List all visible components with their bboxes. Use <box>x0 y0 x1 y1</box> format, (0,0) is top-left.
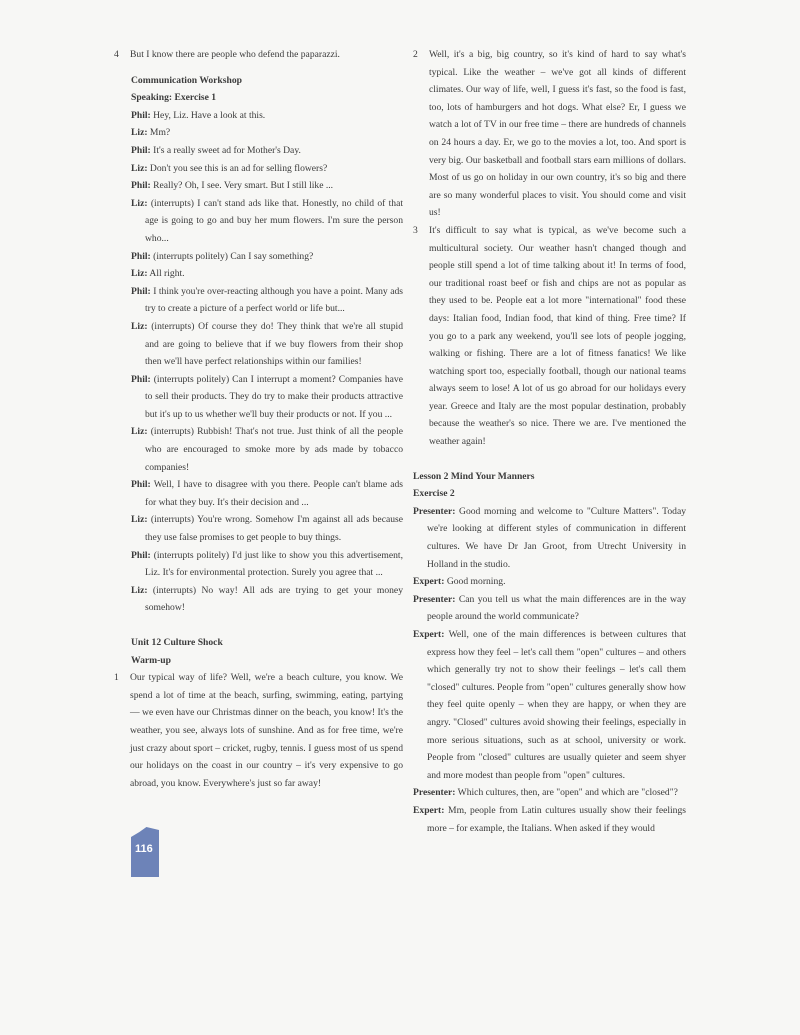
dialogue-line <box>131 283 403 318</box>
intro-item <box>114 46 403 64</box>
dialogue-line <box>131 248 403 266</box>
line-text: Good morning. <box>444 576 506 588</box>
lesson-heading: Lesson 2 Mind Your Manners <box>413 470 535 482</box>
speaker: Phil: <box>131 109 151 121</box>
dialogue-line <box>131 547 403 582</box>
line-text: All right. <box>147 268 185 280</box>
item-text: It's difficult to say what is typical, as we've become such a multicultural society. Our weather hasn't changed though and people still spend a lot of time talking about it! In terms of food, our traditional roast beef or fish and chips are not as popular as they used to be. People eat a lot more "international" food these days: Italian food, Indian food, that kind of thing. Free time? If you go to a park any weekend, you'll see lots of people jogging, walking or fishing. There are a lot of fitness fanatics! We like watching sport too, especially football, though our national teams always seem to lose! A lot of us go abroad for our holidays every year. Greece and Italy are the most popular destination, probably because the weather's so nice. There we are. I've mentioned the weather again! <box>429 224 686 448</box>
dialogue-line <box>413 591 686 626</box>
dialogue-line <box>131 160 403 178</box>
dialogue-line <box>413 784 686 802</box>
right-column <box>413 46 686 837</box>
speaker: Phil: <box>131 479 151 491</box>
dialogue-line <box>413 626 686 784</box>
speaker: Liz: <box>131 514 148 526</box>
speaker: Presenter: <box>413 787 456 799</box>
speaker: Phil: <box>131 250 151 262</box>
numbered-item <box>413 46 686 222</box>
speaker: Liz: <box>131 584 148 596</box>
item-number: 1 <box>114 672 119 684</box>
speaker: Phil: <box>131 549 151 561</box>
speaker: Liz: <box>131 197 148 209</box>
speaker: Phil: <box>131 373 151 385</box>
line-text: (interrupts politely) Can I interrupt a moment? Companies have to sell their products. They do try to make their products attractive but it's up to us whether we'll buy their products or not. If you ... <box>145 373 403 420</box>
speaker: Presenter: <box>413 593 456 605</box>
line-text: (interrupts politely) Can I say something? <box>150 250 314 262</box>
speaker: Liz: <box>131 426 148 438</box>
line-text: I think you're over-reacting although you have a point. Many ads try to create a picture of a perfect world or life but... <box>145 285 403 315</box>
dialogue-line <box>413 573 686 591</box>
line-text: (interrupts) No way! All ads are trying to get your money somehow! <box>145 584 403 614</box>
line-text: (interrupts politely) I'd just like to show you this advertisement, Liz. It's for environmental protection. Surely you agree that ... <box>145 549 403 579</box>
dialogue-line <box>131 511 403 546</box>
line-text: Don't you see this is an ad for selling flowers? <box>147 162 328 174</box>
item-text: Well, it's a big, big country, so it's kind of hard to say what's typical. Like the weather – we've got all kinds of different climates. Our way of life, well, I guess it's fast, so the food is fast, too, lots of hamburgers and hot dogs. What else? Er, I guess we watch a lot of TV in our free time – there are hundreds of channels on 24 hours a day. Er, we go to the movies a lot, too. And sport is very big. Our basketball and football stars earn millions of dollars. Most of us go on holiday in our own country, it's so big and there are so many wonderful places to visit. You should come and visit us! <box>429 49 686 219</box>
line-text: Can you tell us what the main differences are in the way people around the world communicate? <box>427 593 686 623</box>
speaker: Expert: <box>413 804 445 816</box>
speaker: Phil: <box>131 285 151 297</box>
page-number: 116 <box>135 843 153 855</box>
dialogue-line <box>131 142 403 160</box>
line-text: (interrupts) Rubbish! That's not true. Just think of all the people who are encouraged to smoke more by ads made by tobacco companies! <box>145 426 403 473</box>
dialogue-line <box>131 318 403 371</box>
dialogue-line <box>131 582 403 617</box>
line-text: (interrupts) You're wrong. Somehow I'm against all ads because they use false promises to get people to buy things. <box>145 514 403 544</box>
line-text: (interrupts) I can't stand ads like that. Honestly, no child of that age is going to go and buy her mum flowers. I'm sure the person who... <box>145 197 403 244</box>
unit-heading: Unit 12 Culture Shock <box>131 637 223 648</box>
left-column <box>114 46 403 792</box>
section-subheading: Exercise 2 <box>413 488 455 500</box>
dialogue-line <box>413 503 686 573</box>
speaker: Liz: <box>131 162 148 174</box>
dialogue-line <box>131 265 403 283</box>
dialogue-line <box>131 371 403 424</box>
item-text: But I know there are people who defend the paparazzi. <box>130 49 340 60</box>
dialogue-line <box>131 476 403 511</box>
line-text: It's a really sweet ad for Mother's Day. <box>150 144 301 156</box>
item-number: 2 <box>413 49 418 60</box>
item-number: 3 <box>413 224 418 236</box>
speaker: Phil: <box>131 144 151 156</box>
dialogue-line <box>413 802 686 837</box>
line-text: Which cultures, then, are "open" and which are "closed"? <box>455 787 678 799</box>
section-subheading: Speaking: Exercise 1 <box>131 92 217 104</box>
line-text: Well, one of the main differences is between cultures that express how they feel – let's call them "open" cultures – and others which generally try not to show their feelings – let's call them "closed" cultures. People from "open" cultures generally show how they feel quite openly – when they are happy, or when they are angry. "Closed" cultures avoid showing their feelings, especially in more serious situations, such as at school, university or work. People from "closed" cultures are usually quieter and seem shyer and more modest than people from "open" cultures. <box>427 629 686 781</box>
speaker: Presenter: <box>413 505 456 517</box>
section-heading: Communication Workshop <box>131 74 242 86</box>
speaker: Expert: <box>413 629 445 640</box>
dialogue-line <box>131 177 403 195</box>
section-subheading: Warm-up <box>131 654 171 666</box>
line-text: Hey, Liz. Have a look at this. <box>150 109 266 121</box>
speaker: Liz: <box>131 268 148 280</box>
speaker: Expert: <box>413 576 445 588</box>
line-text: Good morning and welcome to "Culture Matters". Today we're looking at different styles of communication in different cultures. We have Dr Jan Groot, from Utrecht University in Holland in the studio. <box>427 505 686 570</box>
line-text: (interrupts) Of course they do! They think that we're all stupid and are going to believe that if we buy flowers from their shop then we'll have perfect relationships within our families! <box>145 320 403 368</box>
dialogue-line <box>131 107 403 125</box>
line-text: Mm, people from Latin cultures usually show their feelings more – for example, the Italians. When asked if they would <box>427 804 686 834</box>
dialogue-line <box>131 423 403 476</box>
speaker: Phil: <box>131 180 151 192</box>
item-text: Our typical way of life? Well, we're a beach culture, you know. We spend a lot of time at the beach, surfing, swimming, eating, partying — we even have our Christmas dinner on the beach, you know! It's the weather, you see, always lots of sunshine. And as for free time, we're just crazy about sport – cricket, rugby, tennis. I guess most of us spend our holidays on the coast in our country – it's very expensive to go abroad, you know. Everywhere's just so far away! <box>130 672 403 789</box>
line-text: Well, I have to disagree with you there. People can't blame ads for what they buy. It's their decision and ... <box>145 479 403 508</box>
numbered-item <box>114 669 403 792</box>
dialogue-line <box>131 195 403 248</box>
dialogue-line <box>131 124 403 142</box>
line-text: Really? Oh, I see. Very smart. But I still like ... <box>150 180 334 192</box>
item-number: 4 <box>114 49 119 60</box>
line-text: Mm? <box>147 127 171 139</box>
numbered-item <box>413 222 686 451</box>
speaker: Liz: <box>131 127 148 139</box>
speaker: Liz: <box>131 320 148 332</box>
